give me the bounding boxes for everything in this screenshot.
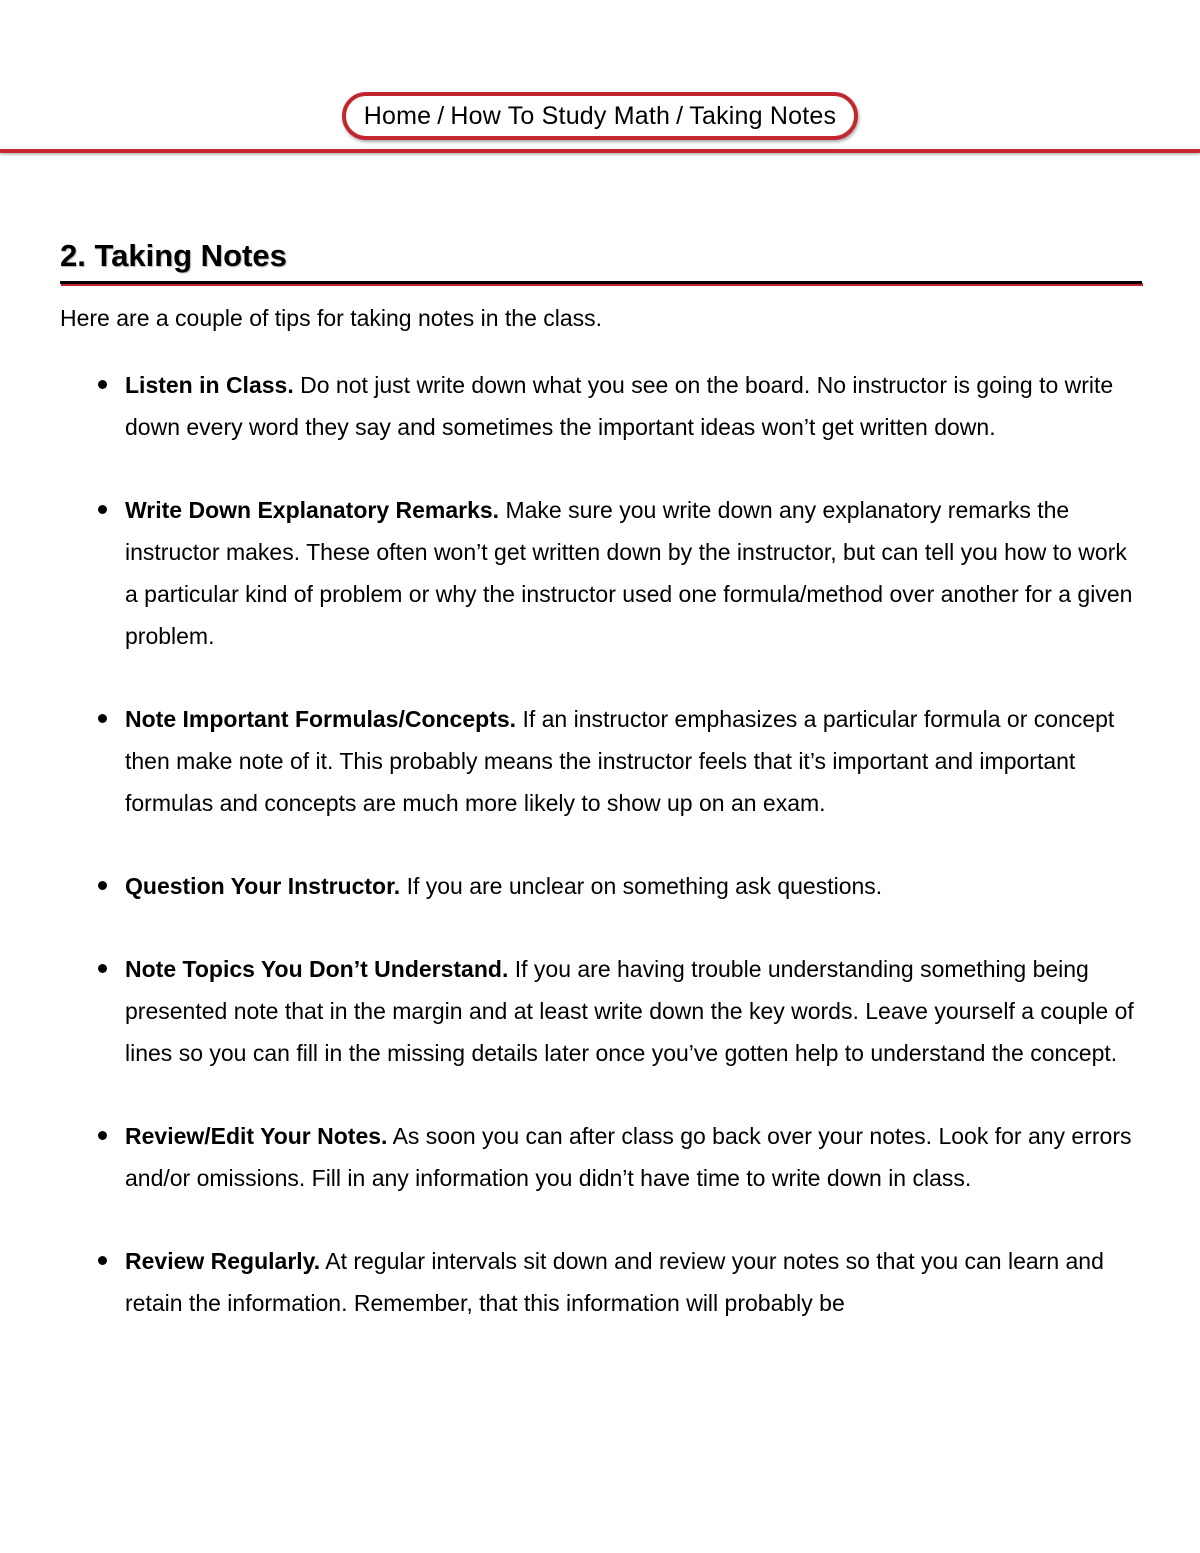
tip-text: Do not just write down what you see on the board. No instructor is going to write down every word they say and sometimes the important ideas won’t get written down.: [125, 372, 1114, 440]
tip-text: As soon you can after class go back over your notes. Look for any errors and/or omissions. Fill in any information you didn’t have time to write down in class.: [125, 1123, 1132, 1191]
list-item: [125, 698, 1135, 824]
tips-list: [125, 364, 1135, 1365]
tip-heading: Review Regularly.: [125, 1248, 321, 1274]
list-item: [125, 865, 1135, 907]
breadcrumb-home-link[interactable]: Home: [363, 101, 432, 130]
tip-heading: Review/Edit Your Notes.: [125, 1123, 388, 1149]
section-title: 2. Taking Notes: [60, 238, 287, 273]
list-item: [125, 948, 1135, 1074]
header-divider: [0, 149, 1200, 153]
tip-text: If you are having trouble understanding something being presented note that in the margin and at least write down the key words. Leave yourself a couple of lines so you can fill in the missing details later once you’ve gotten help to understand the concept.: [125, 956, 1134, 1066]
list-item: [125, 489, 1135, 657]
bullet-icon: [98, 505, 107, 514]
bullet-icon: [98, 380, 107, 389]
tip-heading: Note Important Formulas/Concepts.: [125, 706, 517, 732]
section-intro: Here are a couple of tips for taking notes in the class.: [60, 305, 603, 331]
tip-text: Make sure you write down any explanatory remarks the instructor makes. These often won’t get written down by the instructor, but can tell you how to work a particular kind of problem or why the instructor used one formula/method over another for a given problem.: [125, 497, 1133, 649]
list-item: [125, 1240, 1135, 1324]
page-header: [0, 0, 1200, 160]
tip-text: At regular intervals sit down and review your notes so that you can learn and retain the information. Remember, that this information will probably be: [125, 1248, 1104, 1316]
tip-text: If you are unclear on something ask questions.: [406, 873, 883, 899]
section-title-underline: [60, 281, 1142, 284]
tip-text: If an instructor emphasizes a particular formula or concept then make note of it. This probably means the instructor feels that it’s important and important formulas and concepts are much more likely to show up on an exam.: [125, 706, 1115, 816]
breadcrumb-separator: /: [676, 101, 684, 130]
breadcrumb-taking-notes-link[interactable]: Taking Notes: [689, 101, 837, 130]
breadcrumb-how-to-study-math-link[interactable]: How To Study Math: [450, 101, 671, 130]
tip-heading: Note Topics You Don’t Understand.: [125, 956, 509, 982]
bullet-icon: [98, 1256, 107, 1265]
bullet-icon: [98, 1131, 107, 1140]
tip-heading: Question Your Instructor.: [125, 873, 401, 899]
tip-heading: Write Down Explanatory Remarks.: [125, 497, 500, 523]
breadcrumb: [342, 92, 858, 140]
breadcrumb-separator: /: [437, 101, 445, 130]
tip-heading: Listen in Class.: [125, 372, 294, 398]
bullet-icon: [98, 964, 107, 973]
bullet-icon: [98, 714, 107, 723]
bullet-icon: [98, 881, 107, 890]
list-item: [125, 1115, 1135, 1199]
list-item: [125, 364, 1135, 448]
